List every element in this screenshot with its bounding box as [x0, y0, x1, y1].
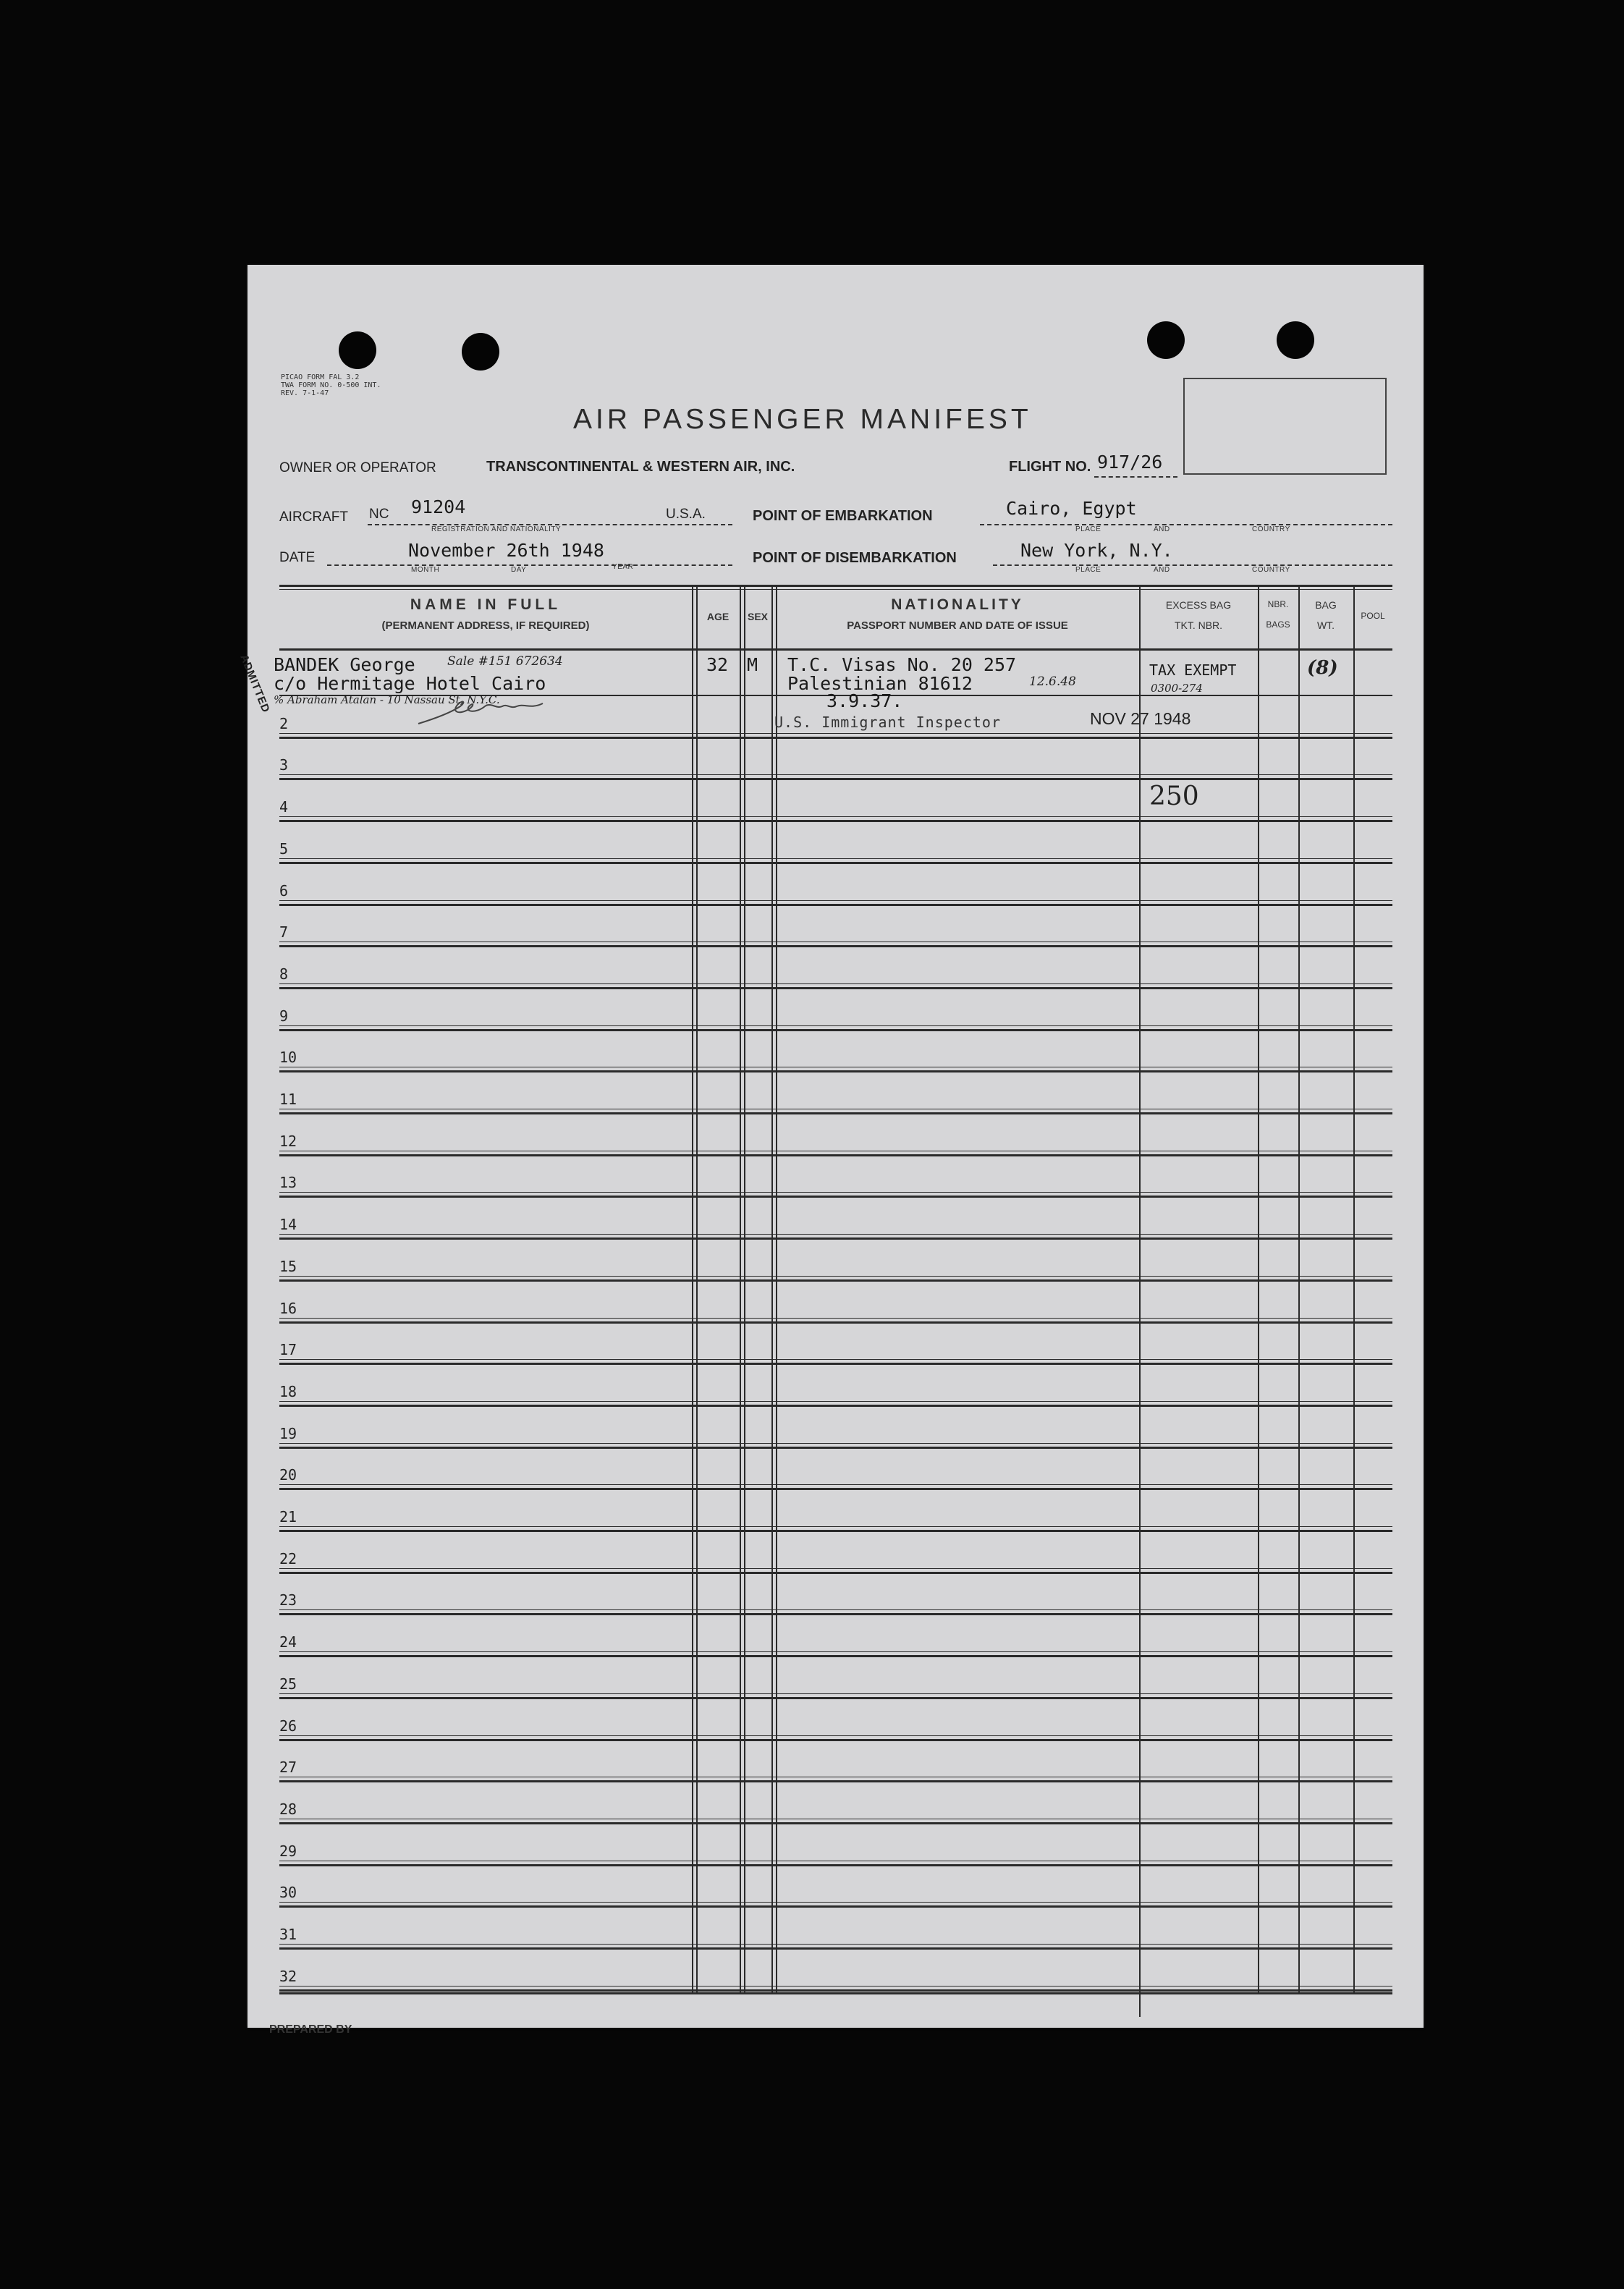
- row-divider: [279, 1025, 1392, 1026]
- row-divider: [279, 1989, 1392, 1992]
- row-divider: [279, 900, 1392, 901]
- column-divider: [1258, 585, 1259, 1992]
- row-divider: [279, 737, 1392, 739]
- row-number: 19: [279, 1425, 297, 1442]
- row-divider: [279, 1234, 1392, 1235]
- column-divider: [696, 585, 698, 1992]
- row-number: 30: [279, 1884, 297, 1901]
- year-sub-label: YEAR: [612, 563, 634, 571]
- stamp-date: NOV 27 1948: [1090, 709, 1191, 728]
- date-value: November 26th 1948: [408, 540, 604, 561]
- column-divider: [744, 585, 745, 1992]
- month-sub-label: MONTH: [411, 566, 440, 574]
- header-sex: SEX: [747, 611, 768, 622]
- row-divider: [279, 1029, 1392, 1031]
- row-divider: [279, 1443, 1392, 1444]
- passenger-visa: T.C. Visas No. 20 257: [787, 654, 1017, 675]
- header-name: NAME IN FULL: [410, 596, 562, 613]
- row-divider: [279, 987, 1392, 989]
- row-divider: [279, 1526, 1392, 1527]
- place-sub-label: PLACE: [1075, 566, 1101, 574]
- row-divider: [279, 1405, 1392, 1407]
- row-number: 15: [279, 1258, 297, 1275]
- row-number: 10: [279, 1049, 297, 1066]
- row-number: 31: [279, 1926, 297, 1943]
- row-divider: [279, 1359, 1392, 1360]
- row-divider: [279, 774, 1392, 775]
- flight-value: 917/26: [1097, 452, 1163, 473]
- row-divider: [279, 1568, 1392, 1569]
- date-label: DATE: [279, 550, 316, 565]
- aircraft-prefix: NC: [369, 507, 389, 522]
- passenger-contact-address: % Abraham Atalan - 10 Nassau St, N.Y.C.: [274, 693, 500, 706]
- row-number: 29: [279, 1842, 297, 1860]
- row-divider: [279, 1613, 1392, 1615]
- aircraft-label: AIRCRAFT: [279, 509, 348, 525]
- row-divider: [279, 858, 1392, 859]
- row-divider: [279, 1237, 1392, 1240]
- row-divider: [279, 1401, 1392, 1402]
- country-sub-label: COUNTRY: [1252, 525, 1290, 533]
- prepared-by-label: PREPARED BY: [269, 2023, 352, 2036]
- header-nbr: NBR.: [1267, 599, 1289, 609]
- row-number: 6: [279, 882, 289, 900]
- row-number: 12: [279, 1133, 297, 1150]
- column-divider: [776, 585, 777, 1992]
- row-divider: [279, 1905, 1392, 1908]
- row-divider: [279, 1864, 1392, 1866]
- header-excess-bag-sub: TKT. NBR.: [1174, 619, 1223, 631]
- row-divider: [279, 1321, 1392, 1324]
- aircraft-registration: 91204: [411, 496, 466, 517]
- row-divider: [279, 1530, 1392, 1532]
- passenger-address: c/o Hermitage Hotel Cairo: [274, 673, 546, 694]
- row-number: 14: [279, 1216, 297, 1233]
- row-divider: [279, 983, 1392, 984]
- row-divider: [279, 1279, 1392, 1282]
- passport-note: 12.6.48: [1029, 674, 1076, 689]
- row-divider: [279, 1822, 1392, 1824]
- row-number: 16: [279, 1300, 297, 1317]
- form-code-line: PICAO FORM FAL 3.2: [281, 373, 360, 381]
- row-number: 21: [279, 1508, 297, 1526]
- row-divider: [279, 1447, 1392, 1449]
- row-number: 23: [279, 1591, 297, 1609]
- row-divider: [279, 1363, 1392, 1365]
- row-divider: [279, 1488, 1392, 1490]
- flight-label: FLIGHT NO.: [1009, 459, 1091, 475]
- row-number: 5: [279, 840, 289, 858]
- row-divider: [279, 1739, 1392, 1741]
- passenger-table: [237, 265, 1424, 2028]
- header-bag-wt: BAG: [1315, 599, 1337, 611]
- place-sub-label: PLACE: [1075, 525, 1101, 533]
- row-divider: [279, 1318, 1392, 1319]
- passport-issue-date: 3.9.37.: [826, 690, 903, 711]
- embarkation-label: POINT OF EMBARKATION: [753, 508, 933, 524]
- column-divider: [692, 585, 693, 1992]
- column-divider: [1139, 1992, 1141, 2017]
- header-nationality: NATIONALITY: [891, 596, 1024, 613]
- table-top-rule: [279, 589, 1392, 590]
- row-divider: [279, 1154, 1392, 1156]
- aircraft-sub-label: REGISTRATION AND NATIONALITY: [431, 525, 562, 533]
- header-excess-bag: EXCESS BAG: [1165, 599, 1232, 611]
- column-divider: [740, 585, 741, 1992]
- row-divider: [279, 1947, 1392, 1950]
- passenger-age: 32: [706, 654, 729, 675]
- table-bottom-rule: [279, 1992, 1392, 1994]
- header-age: AGE: [706, 611, 729, 622]
- admitted-stamp: ADMITTED: [237, 653, 273, 715]
- row-divider: [279, 1070, 1392, 1072]
- row-divider: [279, 1196, 1392, 1198]
- owner-value: TRANSCONTINENTAL & WESTERN AIR, INC.: [486, 459, 795, 475]
- header-nationality-sub: PASSPORT NUMBER AND DATE OF ISSUE: [847, 619, 1068, 632]
- bag-mark: (8): [1307, 657, 1338, 679]
- row-divider: [279, 1655, 1392, 1657]
- row-divider: [279, 1735, 1392, 1736]
- row-divider: [279, 1192, 1392, 1193]
- row-divider: [279, 1697, 1392, 1699]
- page-title: AIR PASSENGER MANIFEST: [573, 404, 1032, 435]
- row-number: 17: [279, 1341, 297, 1358]
- passenger-sex: M: [747, 654, 758, 675]
- header-name-sub: (PERMANENT ADDRESS, IF REQUIRED): [381, 619, 590, 632]
- form-code-line: REV. 7-1-47: [281, 389, 329, 397]
- tax-exempt-stamp: TAX EXEMPT: [1149, 661, 1237, 679]
- fee-note: 250: [1149, 782, 1199, 811]
- aircraft-nationality: U.S.A.: [666, 507, 706, 522]
- row-divider: [279, 816, 1392, 817]
- form-code-line: TWA FORM NO. 0-500 INT.: [281, 381, 381, 389]
- and-sub-label: AND: [1154, 525, 1170, 533]
- country-sub-label: COUNTRY: [1252, 566, 1290, 574]
- row-number: 32: [279, 1968, 297, 1985]
- embarkation-value: Cairo, Egypt: [1006, 498, 1137, 519]
- row-divider: [279, 1693, 1392, 1694]
- row-number: 8: [279, 965, 289, 983]
- owner-label: OWNER OR OPERATOR: [279, 460, 436, 475]
- header-nbr-sub: BAGS: [1266, 619, 1290, 630]
- passenger-name: BANDEK George: [274, 654, 415, 675]
- column-divider: [771, 585, 773, 1992]
- table-header-rule: [279, 648, 1392, 651]
- day-sub-label: DAY: [511, 566, 527, 574]
- row-number: 13: [279, 1174, 297, 1191]
- disembarkation-value: New York, N.Y.: [1020, 540, 1173, 561]
- column-divider: [1298, 585, 1300, 1992]
- row-number: 22: [279, 1550, 297, 1567]
- row-divider: [279, 904, 1392, 906]
- ticket-number: 0300-274: [1151, 682, 1203, 695]
- disembarkation-label: POINT OF DISEMBARKATION: [753, 550, 957, 566]
- row-divider: [279, 1609, 1392, 1610]
- column-divider: [1353, 585, 1355, 1992]
- row-divider: [279, 1651, 1392, 1652]
- row-number: 20: [279, 1466, 297, 1484]
- passenger-sale-note: Sale #151 672634: [447, 654, 563, 669]
- row-number: 2: [279, 715, 289, 732]
- row-number: 28: [279, 1801, 297, 1818]
- table-top-rule: [279, 585, 1392, 587]
- header-pool: POOL: [1361, 611, 1385, 621]
- passenger-passport: Palestinian 81612: [787, 673, 973, 694]
- row-divider: [279, 1484, 1392, 1485]
- row-number: 4: [279, 798, 289, 816]
- row-divider: [279, 733, 1392, 734]
- handwritten-signature: [415, 696, 553, 728]
- column-divider: [1139, 585, 1141, 1992]
- row-number: 9: [279, 1007, 289, 1025]
- row-divider: [279, 1572, 1392, 1574]
- row-number: 7: [279, 923, 289, 941]
- row-divider: [279, 1944, 1392, 1945]
- row-number: 11: [279, 1091, 297, 1108]
- row-divider: [279, 1276, 1392, 1277]
- header-bag-wt-sub: WT.: [1316, 619, 1335, 631]
- row-divider: [279, 1986, 1392, 1987]
- row-number: 26: [279, 1717, 297, 1735]
- row-divider: [279, 1780, 1392, 1782]
- row-divider: [279, 1902, 1392, 1903]
- row-number: 18: [279, 1383, 297, 1400]
- and-sub-label: AND: [1154, 566, 1170, 574]
- inspector-stamp: U.S. Immigrant Inspector: [774, 714, 1001, 731]
- row-divider: [279, 1112, 1392, 1114]
- row-divider: [279, 820, 1392, 822]
- row-number: 3: [279, 756, 289, 774]
- row-number: 25: [279, 1675, 297, 1693]
- row-divider: [279, 862, 1392, 864]
- manifest-sheet: [237, 265, 1424, 2036]
- row-number: 27: [279, 1759, 297, 1776]
- row-divider: [279, 778, 1392, 780]
- row-divider: [279, 945, 1392, 947]
- row-number: 24: [279, 1633, 297, 1651]
